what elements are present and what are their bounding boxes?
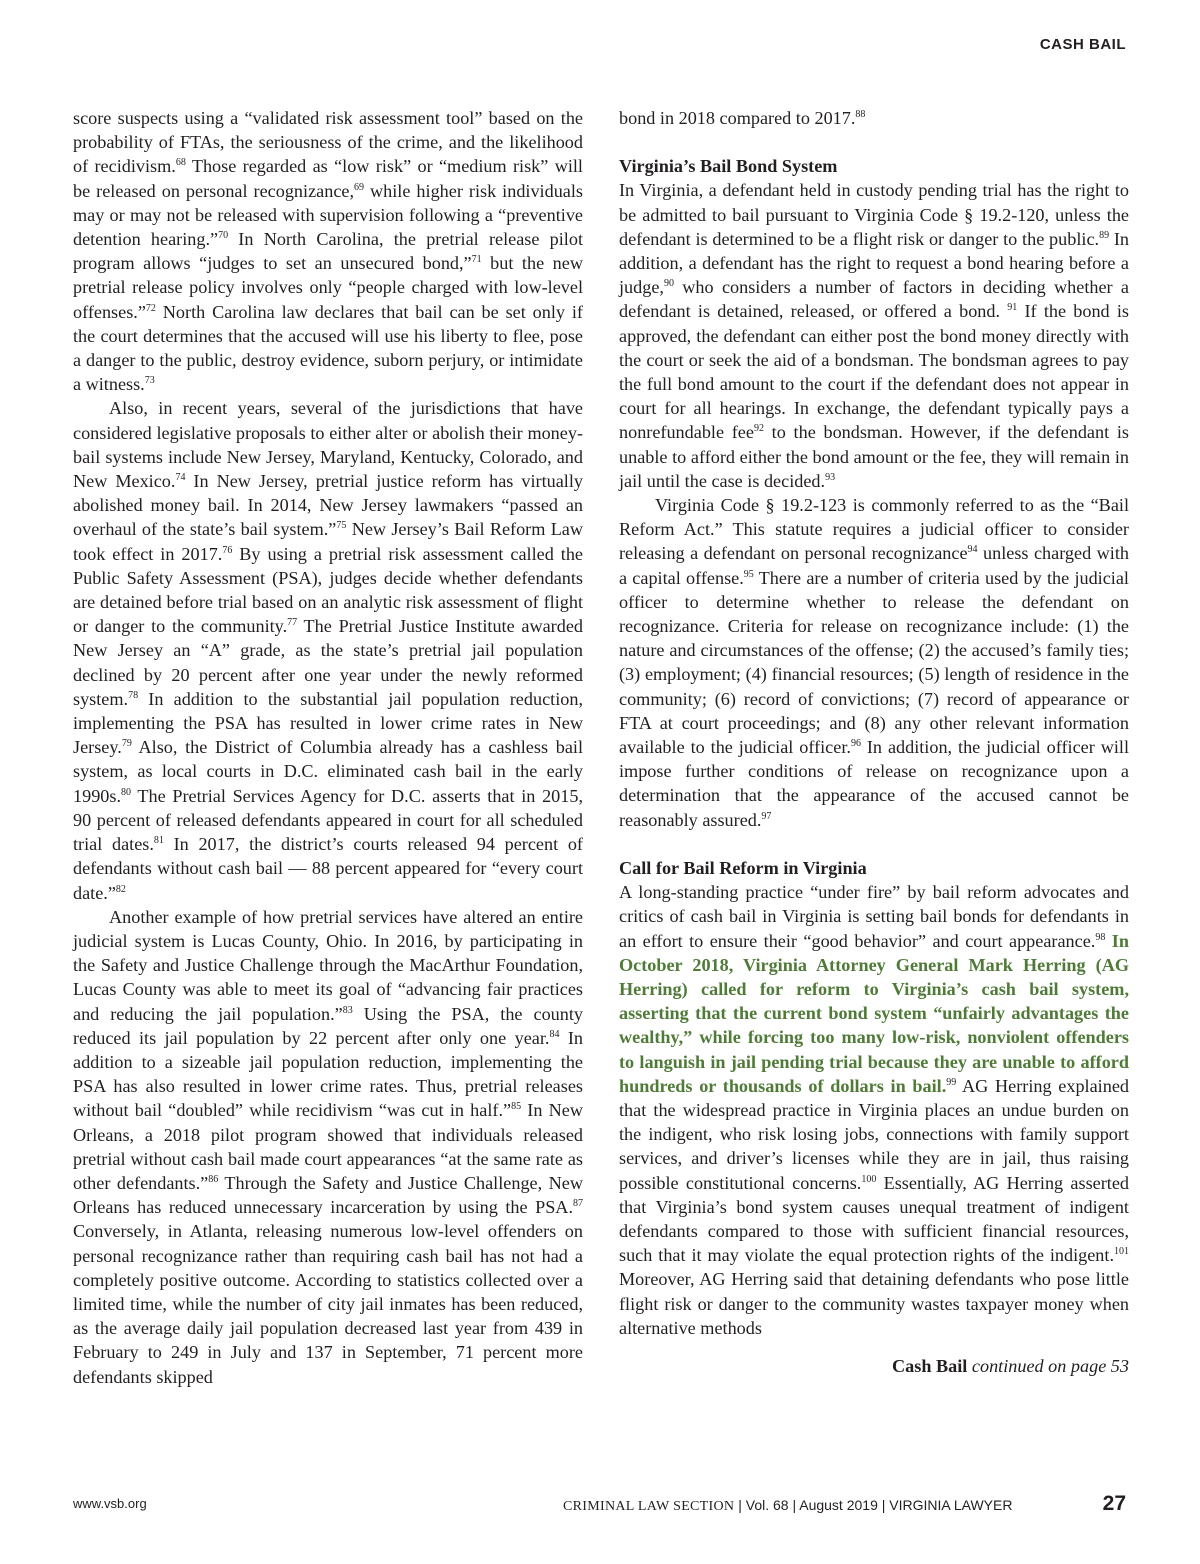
footnote-ref[interactable]: 73 bbox=[144, 375, 155, 387]
footnote-ref[interactable]: 85 bbox=[511, 1101, 522, 1113]
section-heading: Virginia’s Bail Bond System bbox=[619, 156, 838, 177]
footnote-ref[interactable]: 101 bbox=[1114, 1246, 1129, 1258]
footnote-ref[interactable]: 68 bbox=[175, 157, 186, 169]
footnote-ref[interactable]: 82 bbox=[115, 883, 126, 895]
footnote-ref[interactable]: 88 bbox=[855, 109, 866, 120]
footnote-ref[interactable]: 95 bbox=[743, 568, 754, 580]
footnote-ref[interactable]: 86 bbox=[208, 1173, 219, 1185]
left-column bbox=[73, 106, 583, 1389]
right-column bbox=[619, 106, 1129, 1378]
footnote-ref[interactable]: 76 bbox=[222, 544, 233, 556]
footnote-ref[interactable]: 93 bbox=[825, 471, 836, 483]
footnote-ref[interactable]: 91 bbox=[1007, 302, 1018, 314]
footnote-ref[interactable]: 83 bbox=[342, 1004, 353, 1016]
footnote-ref[interactable]: 80 bbox=[121, 786, 131, 798]
footnote-ref[interactable]: 77 bbox=[287, 617, 298, 629]
footnote-ref[interactable]: 92 bbox=[753, 423, 764, 435]
footnote-ref[interactable]: 100 bbox=[861, 1173, 877, 1185]
footnote-ref[interactable]: 99 bbox=[946, 1076, 957, 1088]
footnote-ref[interactable]: 70 bbox=[218, 230, 229, 242]
paragraph: bond in 2018 compared to 2017.88 bbox=[619, 108, 866, 128]
footnote-ref[interactable]: 98 bbox=[1095, 931, 1106, 943]
website-link[interactable]: www.vsb.org bbox=[73, 1496, 147, 1511]
paragraph: score suspects using a “validated risk assessment tool” based on the probability of FTAs, the seriousness of the crime, and the likelihood of recidivism.$^{68}$ Those regarded as “low risk” or “medium risk” will be released on personal recognizance,$^{69}$ while higher risk individuals may or may not be released with supervision following a “preventive detention hearing.”$^{70}$ In North Carolina, the pretrial release pilot program allows “judges to set an unsecured bond,”$^{71}$ but the new pretrial release policy involves only “people charged with low-level offenses.”$^{72}$ North Carolina law declares that bail can be set only if the court determines that the accused will use his liberty to flee, pose a danger to the public, destroy evidence, suborn perjury, or intimidate a witness.$^{73}$ bbox=[73, 108, 584, 395]
running-header: CASH BAIL bbox=[1039, 36, 1126, 53]
footnote-ref[interactable]: 81 bbox=[153, 835, 164, 847]
footnote-ref[interactable]: 79 bbox=[121, 738, 132, 750]
footnote-ref[interactable]: 71 bbox=[471, 254, 482, 266]
paragraph: In Virginia, a defendant held in custody pending trial has the right to be admitted to bail pursuant to Virginia Code § 19.2-120, unless the defendant is determined to be a flight risk or danger to the public.$^{89}$ In addition, a defendant has the right to request a bond hearing before a judge,$^{90}$ who considers a number of factors in deciding whether a defendant is detained, released, or offered a bond. $^{91}$ If the bond is approved, the defendant can either post the bond money directly with the court or seek the aid of a bondsman. The bondsman agrees to pay the full bond amount to the court if the defendant does not appear in court for all hearings. In exchange, the defendant typically pays a nonrefundable fee$^{92}$ to the bondsman. However, if the defendant is unable to afford either the bond amount or the fee, they will remain in jail until the case is decided.$^{93}$ bbox=[619, 180, 1130, 491]
page-footer bbox=[73, 1494, 1126, 1524]
footnote-ref[interactable]: 69 bbox=[354, 181, 365, 193]
footnote-ref[interactable]: 87 bbox=[573, 1198, 583, 1210]
footnote-ref[interactable]: 84 bbox=[549, 1028, 560, 1040]
page-number: 27 bbox=[1102, 1492, 1126, 1515]
footnote-ref[interactable]: 90 bbox=[663, 278, 674, 290]
footnote-ref[interactable]: 74 bbox=[175, 472, 186, 484]
paragraph: A long-standing practice “under fire” by bail reform advocates and critics of cash bail in Virginia is setting bail bonds for defendants in an effort to ensure their “good behavior” and court appearance.$^{98}$ In October 2018, Virginia Attorney General Mark Herring (AG Herring) called for reform to Virginia’s cash bail system, asserting that the current bond system “unfairly advantages the wealthy,” while forcing too many low-risk, nonviolent offenders to languish in jail pending trial because they are unable to afford hundreds or thousands of dollars in bail.$^{99}$ AG Herring explained that the widespread practice in Virginia places an undue burden on the indigent, who risk losing jobs, connections with family support services, and driver’s licenses while they are in jail, thus raising possible constitutional concerns.$^{100}$ Essentially, AG Herring asserted that Virginia’s bond system causes unequal treatment of indigent defendants compared to those with sufficient financial resources, such that it may violate the equal protection rights of the indigent.$^{101}$ Moreover, AG Herring said that detaining defendants who pose little flight risk or danger to the community wastes taxpayer money when alternative methods bbox=[619, 882, 1129, 1338]
footnote-ref[interactable]: 75 bbox=[336, 520, 347, 532]
footnote-ref[interactable]: 78 bbox=[128, 689, 139, 701]
publication-info: CRIMINAL LAW SECTION | Vol. 68 | August 2019 | VIRGINIA LAWYER bbox=[563, 1497, 1013, 1514]
footnote-ref[interactable]: 96 bbox=[850, 738, 861, 750]
footnote-ref[interactable]: 89 bbox=[1099, 229, 1110, 241]
footnote-ref[interactable]: 97 bbox=[761, 810, 772, 822]
section-heading: Call for Bail Reform in Virginia bbox=[619, 857, 867, 878]
footnote-ref[interactable]: 72 bbox=[145, 302, 156, 314]
paragraph: Also, in recent years, several of the jurisdictions that have considered legislative proposals to either alter or abolish their money-bail systems include New Jersey, Maryland, Kentucky, Colorado, and New Mexico.$^{74}$ In New Jersey, pretrial justice reform has virtually abolished money bail. In 2014, New Jersey lawmakers “passed an overhaul of the state’s bail system.”$^{75}$ New Jersey’s Bail Reform Law took effect in 2017.76 By using a pretrial risk assessment called the Public Safety Assessment (PSA), judges decide whether defendants are detained before trial based on an analytic risk assessment of flight or danger to the community.$^{77}$ The Pretrial Justice Institute awarded New Jersey an “A” grade, as the state’s pretrial jail population declined by 20 percent after one year under the newly reformed system.$^{78}$ In addition to the substantial jail population reduction, implementing the PSA has resulted in lower crime rates in New Jersey.$^{79}$ Also, the District of Columbia already has a cashless bail system, as local courts in D.C. eliminated cash bail in the early 1990s.$^{80}$ The Pretrial Services Agency for D.C. asserts that in 2015, 90 percent of released defendants appeared in court for all scheduled trial dates.$^{81}$ In 2017, the district’s courts released 94 percent of defendants without cash bail — 88 percent appeared for “every court date.”$^{82}$ bbox=[73, 398, 584, 903]
pull-quote-highlight: In October 2018, Virginia Attorney General Mark Herring (AG Herring) called for reform to Virginia’s cash bail system, asserting that the current bond system “unfairly advantages the wealthy,” while forcing too many low-risk, nonviolent offenders to languish in jail pending trial because they are unable to afford hundreds or thousands of dollars in bail. bbox=[619, 930, 1129, 1096]
paragraph: Virginia Code § 19.2-123 is commonly referred to as the “Bail Reform Act.” This statute requires a judicial officer to consider releasing a defendant on personal recognizance$^{94}$ unless charged with a capital offense.$^{95}$ There are a number of criteria used by the judicial officer to determine whether to release the defendant on recognizance. Criteria for release on recognizance include: (1) the nature and circumstances of the offense; (2) the accused’s family ties; (3) employment; (4) financial resources; (5) length of residence in the community; (6) record of convictions; (7) record of appearance or FTA at court proceedings; and (8) any other relevant information available to the judicial officer.$^{96}$ In addition, the judicial officer will impose further conditions of release on recognizance upon a determination that the appearance of the accused cannot be reasonably assured.$^{97}$ bbox=[619, 495, 1129, 830]
footnote-ref[interactable]: 94 bbox=[967, 544, 978, 556]
paragraph: Another example of how pretrial services have altered an entire judicial system is Lucas County, Ohio. In 2016, by participating in the Safety and Justice Challenge through the MacArthur Foundation, Lucas County was able to meet its goal of “advancing fair practices and reducing the jail population.”$^{83}$ Using the PSA, the county reduced its jail population by 22 percent after only one year.$^{84}$ In addition to a sizeable jail population reduction, implementing the PSA has also resulted in lower crime rates. Thus, pretrial releases without bail “doubled” while recidivism “was cut in half.”$^{85}$ In New Orleans, a 2018 pilot program showed that individuals released pretrial without cash bail made court appearances “at the same rate as other defendants.”$^{86}$ Through the Safety and Justice Challenge, New Orleans has reduced unnecessary incarceration by using the PSA.$^{87}$ Conversely, in Atlanta, releasing numerous low-level offenders on personal recognizance rather than requiring cash bail has not had a completely positive outcome. According to statistics collected over a limited time, while the number of city jail inmates has been reduced, as the average daily jail population decreased last year from 439 in February to 249 in July and 137 in September, 71 percent more defendants skipped bbox=[73, 906, 583, 1387]
continued-line[interactable]: Cash Bail continued on page 53 bbox=[892, 1355, 1129, 1376]
